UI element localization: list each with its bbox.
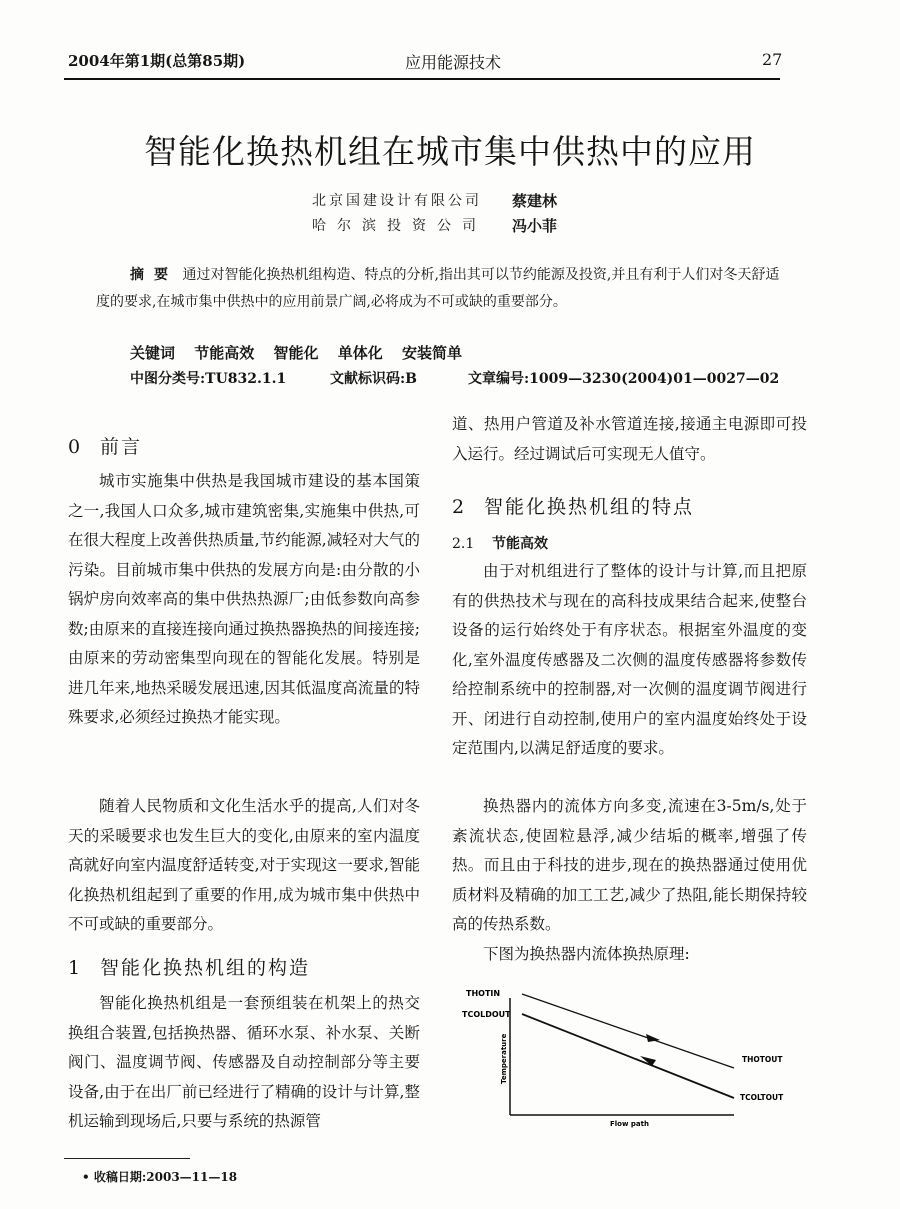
paragraph: 城市实施集中供热是我国城市建设的基本国策之一,我国人口众多,城市建筑密集,实施集中供热,可在很大程度上改善供热质量,节约能源,减轻对大气的污染。目前城市集中供热的发展方向是:由分散的小锅炉房向效率高的集中供热热源厂;由低参数向高参数;由原来的直接连接向通过换热器换热的间接连接;由原来的劳动密集型向现在的智能化发展。特别是进几年来,地热采暖发展迅速,因其低温度高流量的特殊要求,必须经过换热才能实现。 [68,472,420,726]
paragraph: 由于对机组进行了整体的设计与计算,而且把原有的供热技术与现在的高科技成果结合起来,使整台设备的运行始终处于有序状态。根据室外温度的变化,室外温度传感器及二次侧的温度传感器将参数传给控制系统中的控制器,对一次侧的温度调节阀进行开、闭进行自动控制,使用户的室内温度始终处于设定范围内,以满足舒适度的要求。 [452,562,807,757]
header-rule [64,78,780,80]
journal-name: 应用能源技术 [405,53,502,72]
keyword: 智能化 [273,344,319,362]
keywords-label: 关键词 [130,344,176,362]
paragraph: 换热器内的流体方向多变,流速在3-5m/s,处于紊流状态,使固粒悬浮,减少结垢的概率,增强了传热。而且由于科技的进步,现在的换热器通过使用优质材料及精确的加工工艺,减少了热阻,能长期保持较高的传热系数。 [452,797,807,933]
paragraph: 智能化换热机组是一套预组装在机架上的热交换组合装置,包括换热器、循环水泵、补水泵、关断阀门、温度调节阀、传感器及自动控制部分等主要设备,由于在出厂前已经进行了精确的设计与计算,整机运输到现场后,只要与系统的热源管 [68,994,420,1130]
paragraph: 下图为换热器内流体换热原理: [483,945,690,963]
document-code: 文献标识码:B [330,371,418,387]
abstract-label: 摘要 [130,267,178,283]
subsection-title: 节能高效 [492,536,548,552]
subsection-heading [452,533,548,553]
label-cold-in: TCOLTOUT [740,1093,784,1102]
section-heading-2 [452,492,694,519]
keyword: 安装简单 [402,344,463,362]
keyword: 单体化 [337,344,383,362]
author-name: 蔡建林 [512,192,558,210]
label-cold-out: TCOLDOUT [462,1010,511,1019]
received-date: • 收稿日期:2003—11—18 [82,1170,238,1184]
label-hot-out: THOTOUT [742,1055,783,1064]
author-affiliation: 哈尔滨投资公司 [312,218,487,234]
page-number: 27 [762,50,783,69]
section-title: 智能化换热机组的特点 [484,496,695,518]
paragraph: 道、热用户管道及补水管道连接,接通主电源即可投入运行。经过调试后可实现无人值守。 [452,415,807,463]
issue-info: 2004年第1期(总第85期) [68,52,246,70]
section-title: 智能化换热机组的构造 [100,957,311,979]
section-number: 0 [68,436,83,458]
cold-fluid-line [522,1014,734,1098]
label-hot-in: THOTIN [466,989,501,998]
keywords [130,342,476,363]
subsection-number: 2.1 [452,536,475,552]
abstract [96,262,790,316]
x-axis-label: Flow path [610,1120,649,1128]
section-heading-0 [68,432,142,459]
keyword: 节能高效 [194,344,255,362]
paragraph: 随着人民物质和文化生活水乎的提高,人们对冬天的采暖要求也发生巨大的变化,由原来的室内温度高就好向室内温度舒适转变,对于实现这一要求,智能化换热机组起到了重要的作用,成为城市集中供热中不可或缺的重要部分。 [68,797,420,933]
section-title: 前言 [100,436,143,458]
abstract-text: 通过对智能化换热机组构造、特点的分析,指出其可以节约能源及投资,并且有利于人们对冬天舒适度的要求,在城市集中供热中的应用前景广阔,必将成为不可或缺的重要部分。 [96,267,780,310]
author-name: 冯小菲 [512,217,558,235]
section-number: 1 [68,957,83,979]
clc-number: 中图分类号:TU832.1.1 [130,371,287,387]
footnote-rule [64,1158,190,1159]
article-title: 智能化换热机组在城市集中供热中的应用 [144,132,756,171]
y-axis-label: Temperature [500,1033,508,1084]
section-heading-1 [68,953,310,980]
heat-exchange-diagram [462,980,802,1135]
section-number: 2 [452,496,467,518]
article-number: 文章编号:1009—3230(2004)01—0027—02 [468,371,780,387]
author-affiliation: 北京国建设计有限公司 [312,193,482,209]
